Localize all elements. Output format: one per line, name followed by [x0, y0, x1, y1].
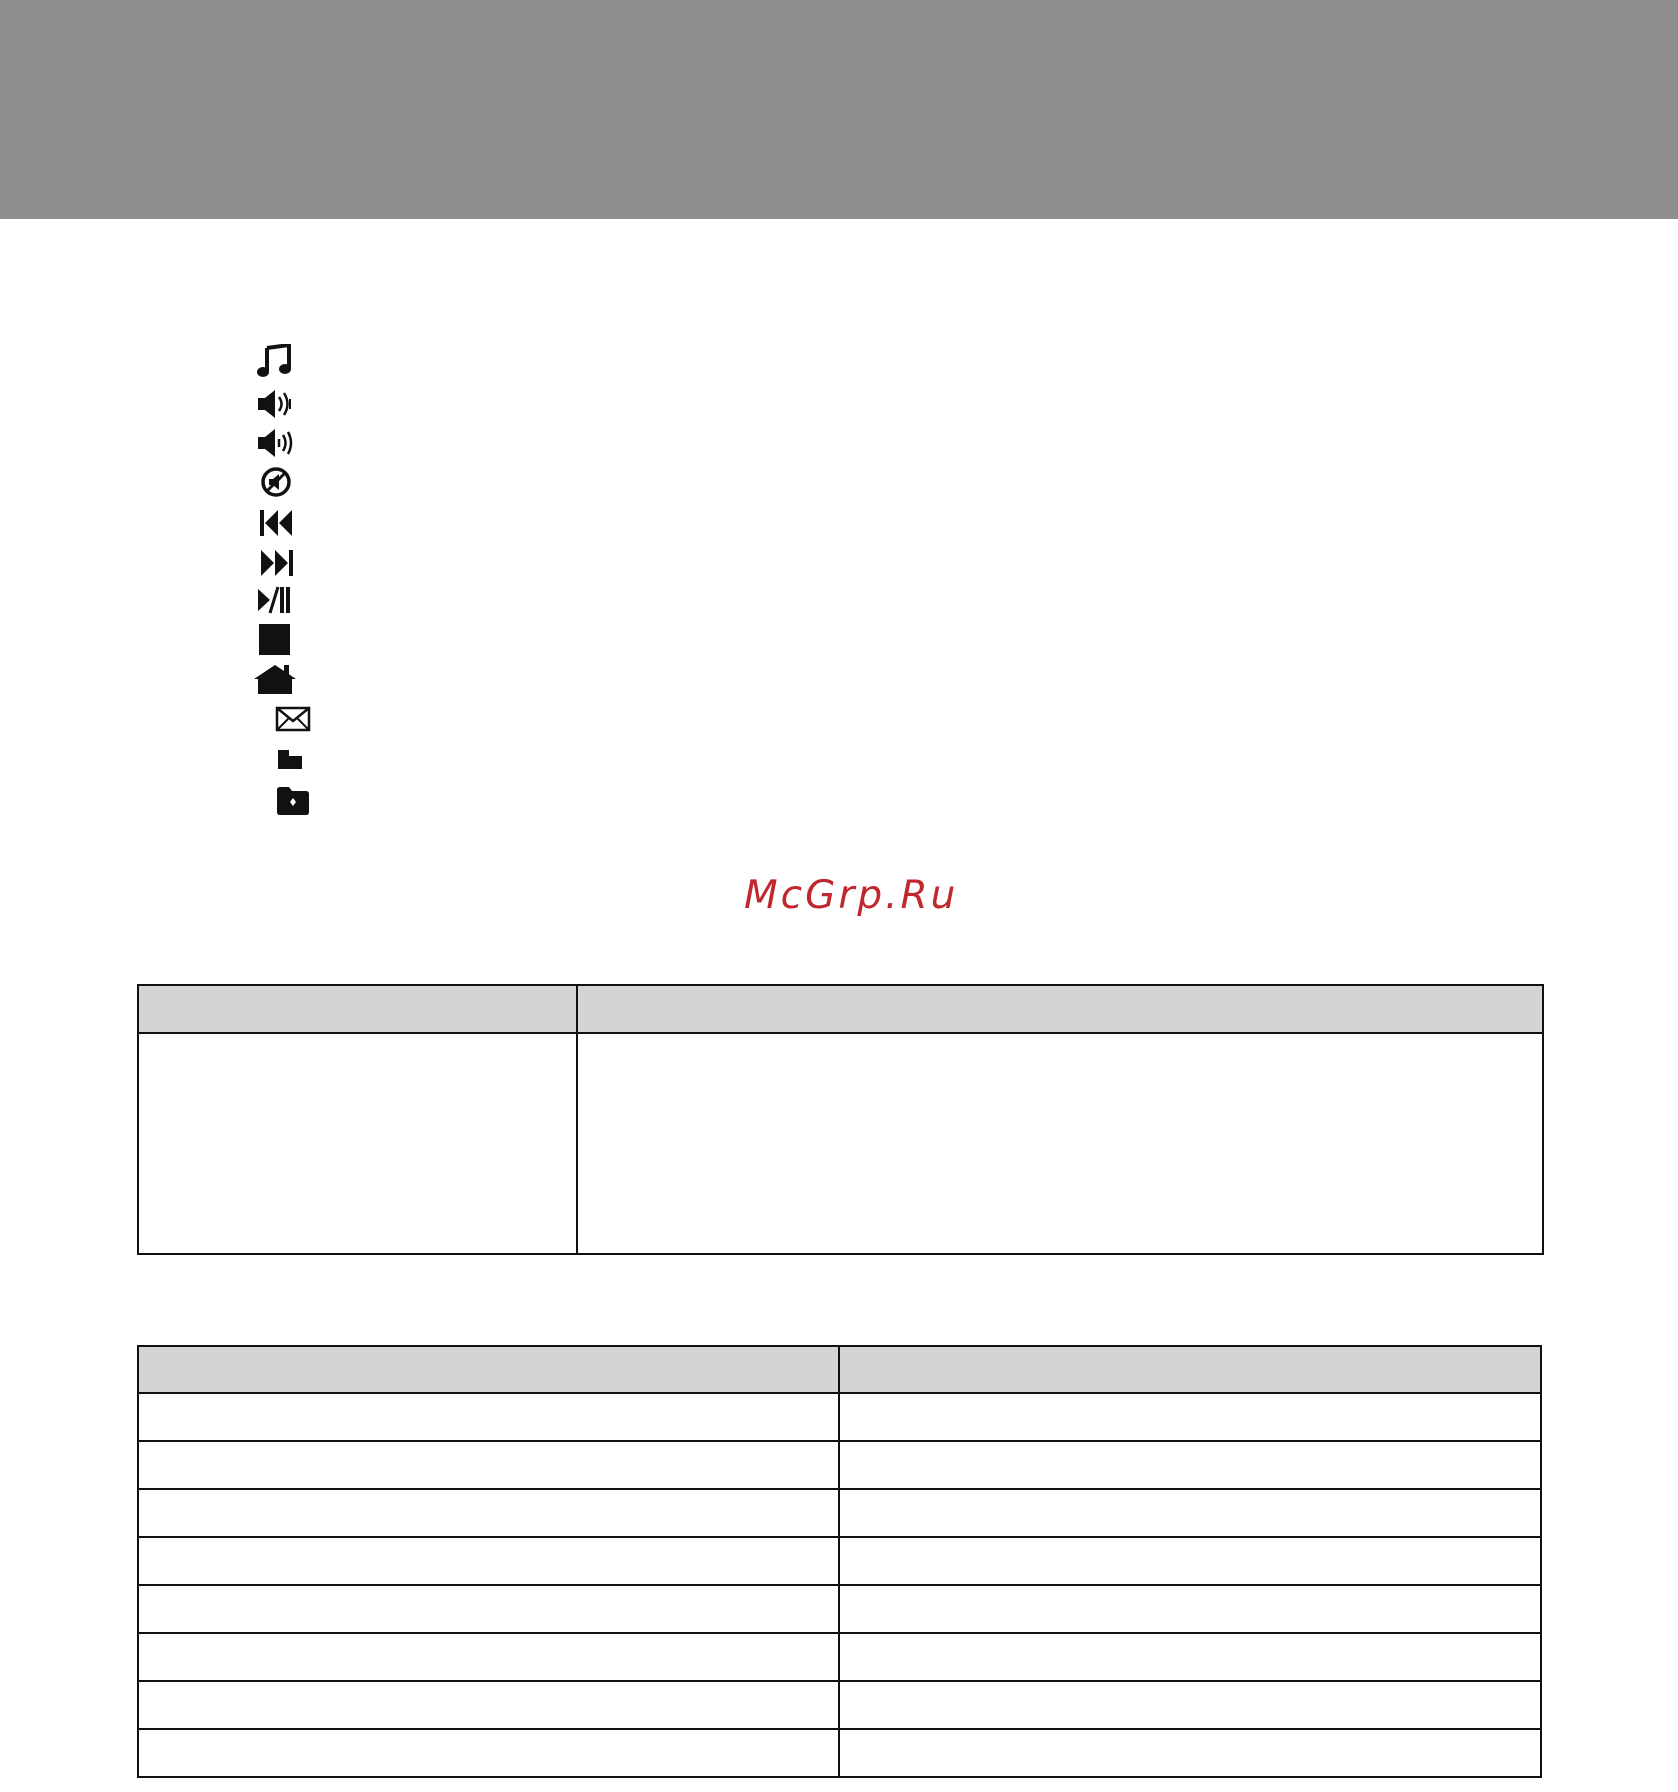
table-cell	[839, 1441, 1541, 1489]
table-row	[138, 1033, 1543, 1254]
stop-icon	[259, 624, 290, 655]
table-cell	[138, 1033, 577, 1254]
table-header-row	[138, 1346, 1541, 1393]
table-row	[138, 1633, 1541, 1681]
table-cell	[839, 1681, 1541, 1729]
table-row	[138, 1393, 1541, 1441]
table-row	[138, 1681, 1541, 1729]
table-2	[137, 1345, 1542, 1778]
table-cell	[839, 1393, 1541, 1441]
table-cell	[138, 1393, 839, 1441]
table-row	[138, 1585, 1541, 1633]
table-1	[137, 984, 1544, 1255]
watermark: McGrp.Ru	[744, 873, 959, 918]
table-header-cell	[138, 985, 577, 1033]
previous-track-icon	[259, 509, 295, 537]
table-row	[138, 1441, 1541, 1489]
table-cell	[839, 1633, 1541, 1681]
folder-tab-icon	[278, 750, 304, 770]
table-header-row	[138, 985, 1543, 1033]
table-cell	[839, 1537, 1541, 1585]
table-header-cell	[839, 1346, 1541, 1393]
mail-icon	[275, 706, 311, 732]
table-cell	[138, 1441, 839, 1489]
mute-icon	[260, 466, 292, 498]
table-cell	[138, 1729, 839, 1777]
table-cell	[138, 1537, 839, 1585]
table-cell	[839, 1729, 1541, 1777]
home-icon	[253, 663, 297, 695]
table-cell	[138, 1633, 839, 1681]
music-note-icon	[257, 344, 293, 378]
table-cell	[839, 1489, 1541, 1537]
table-row	[138, 1489, 1541, 1537]
table-header-cell	[577, 985, 1543, 1033]
table-cell	[138, 1681, 839, 1729]
next-track-icon	[259, 549, 295, 577]
table-header-cell	[138, 1346, 839, 1393]
table-row	[138, 1729, 1541, 1777]
table-cell	[577, 1033, 1543, 1254]
volume-up-icon	[256, 388, 300, 420]
table-cell	[138, 1489, 839, 1537]
table-cell	[138, 1585, 839, 1633]
volume-down-icon	[256, 427, 298, 459]
play-pause-icon	[257, 585, 293, 615]
table-row	[138, 1537, 1541, 1585]
table-cell	[839, 1585, 1541, 1633]
header-band	[0, 0, 1678, 219]
folder-add-icon	[276, 786, 310, 816]
